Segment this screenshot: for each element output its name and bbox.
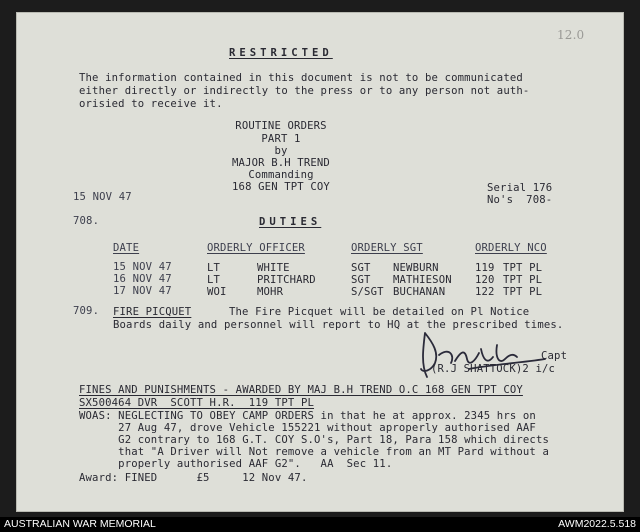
row-nco-number: 119 [475,262,495,274]
row-officer-name: WHITE [257,262,290,274]
col-date: DATE [113,242,140,254]
row-sgt-name: NEWBURN [393,262,439,274]
order-numbers: No's 708- [487,194,553,206]
row-date: 15 NOV 47 [113,261,172,273]
title-line-1: ROUTINE ORDERS [235,120,327,132]
row-date: 16 NOV 47 [113,273,172,285]
title-line-4: MAJOR B.H TREND [232,157,330,169]
row-officer-name: PRITCHARD [257,274,316,286]
fire-picquet-text-2: Boards daily and personnel will report to HQ at the prescribed times. [113,319,564,331]
fire-picquet-number: 709. [73,305,100,317]
fines-heading: FINES AND PUNISHMENTS - AWARDED BY MAJ B.H TREND O.C 168 GEN TPT COY [79,384,523,396]
title-line-6: 168 GEN TPT COY [232,181,330,193]
row-officer-name: MOHR [257,286,284,298]
col-orderly-officer: ORDERLY OFFICER [207,242,305,254]
duties-number: 708. [73,215,100,227]
row-nco-unit: TPT PL [503,262,543,274]
duties-heading: DUTIES [259,216,322,228]
notice-line-3: orisied to receive it. [79,98,223,110]
fines-award: Award: FINED £5 12 Nov 47. [79,472,308,484]
row-sgt-rank: S/SGT [351,286,384,298]
col-orderly-sgt: ORDERLY SGT [351,242,423,254]
title-line-3: by [274,145,288,157]
row-sgt-rank: SGT [351,274,371,286]
row-nco-number: 122 [475,286,495,298]
row-officer-rank: LT [207,274,221,286]
notice-line-1: The information contained in this document is not to be communicated [79,72,523,84]
fire-picquet-heading: FIRE PICQUET [113,306,192,318]
classification-heading: RESTRICTED [229,47,333,59]
order-date: 15 NOV 47 [73,191,132,203]
fines-line-1: WOAS: NEGLECTING TO OBEY CAMP ORDERS in that he at approx. 2345 hrs on [79,410,536,422]
footer-accession: AWM2022.5.518 [558,518,636,530]
fines-line-3: G2 contrary to 168 G.T. COY S.O's, Part 18, Para 158 which directs [79,434,550,446]
footer-bar [0,517,640,532]
title-line-2: PART 1 [261,133,301,145]
notice-line-2: either directly or indirectly to the press or to any person not auth- [79,85,530,97]
fines-line-5: properly authorised AAF G2". AA Sec 11. [79,458,393,470]
fines-line-2: 27 Aug 47, drove Vehicle 155221 without aproperly authorised AAF [79,422,536,434]
row-date: 17 NOV 47 [113,285,172,297]
fines-soldier: SX500464 DVR SCOTT H.R. 119 TPT PL [79,397,315,409]
row-nco-unit: TPT PL [503,286,543,298]
signature [409,325,559,385]
row-sgt-rank: SGT [351,262,371,274]
fire-picquet-text-1: The Fire Picquet will be detailed on Pl Notice [229,306,530,318]
row-sgt-name: MATHIESON [393,274,452,286]
signatory-rank: Capt [541,350,568,362]
footer-credit: AUSTRALIAN WAR MEMORIAL [4,518,156,530]
document-page [16,12,624,512]
row-nco-number: 120 [475,274,495,286]
serial-number: Serial 176 [487,182,553,194]
signatory-name: (R.J SHATTOCK)2 i/c [431,363,556,375]
row-officer-rank: LT [207,262,221,274]
row-sgt-name: BUCHANAN [393,286,446,298]
row-nco-unit: TPT PL [503,274,543,286]
col-orderly-nco: ORDERLY NCO [475,242,547,254]
pencil-annotation: 12.0 [557,28,585,42]
fines-line-4: that "A Driver will Not remove a vehicle from an MT Pard without a [79,446,550,458]
row-officer-rank: WOI [207,286,227,298]
title-line-5: Commanding [248,169,314,181]
